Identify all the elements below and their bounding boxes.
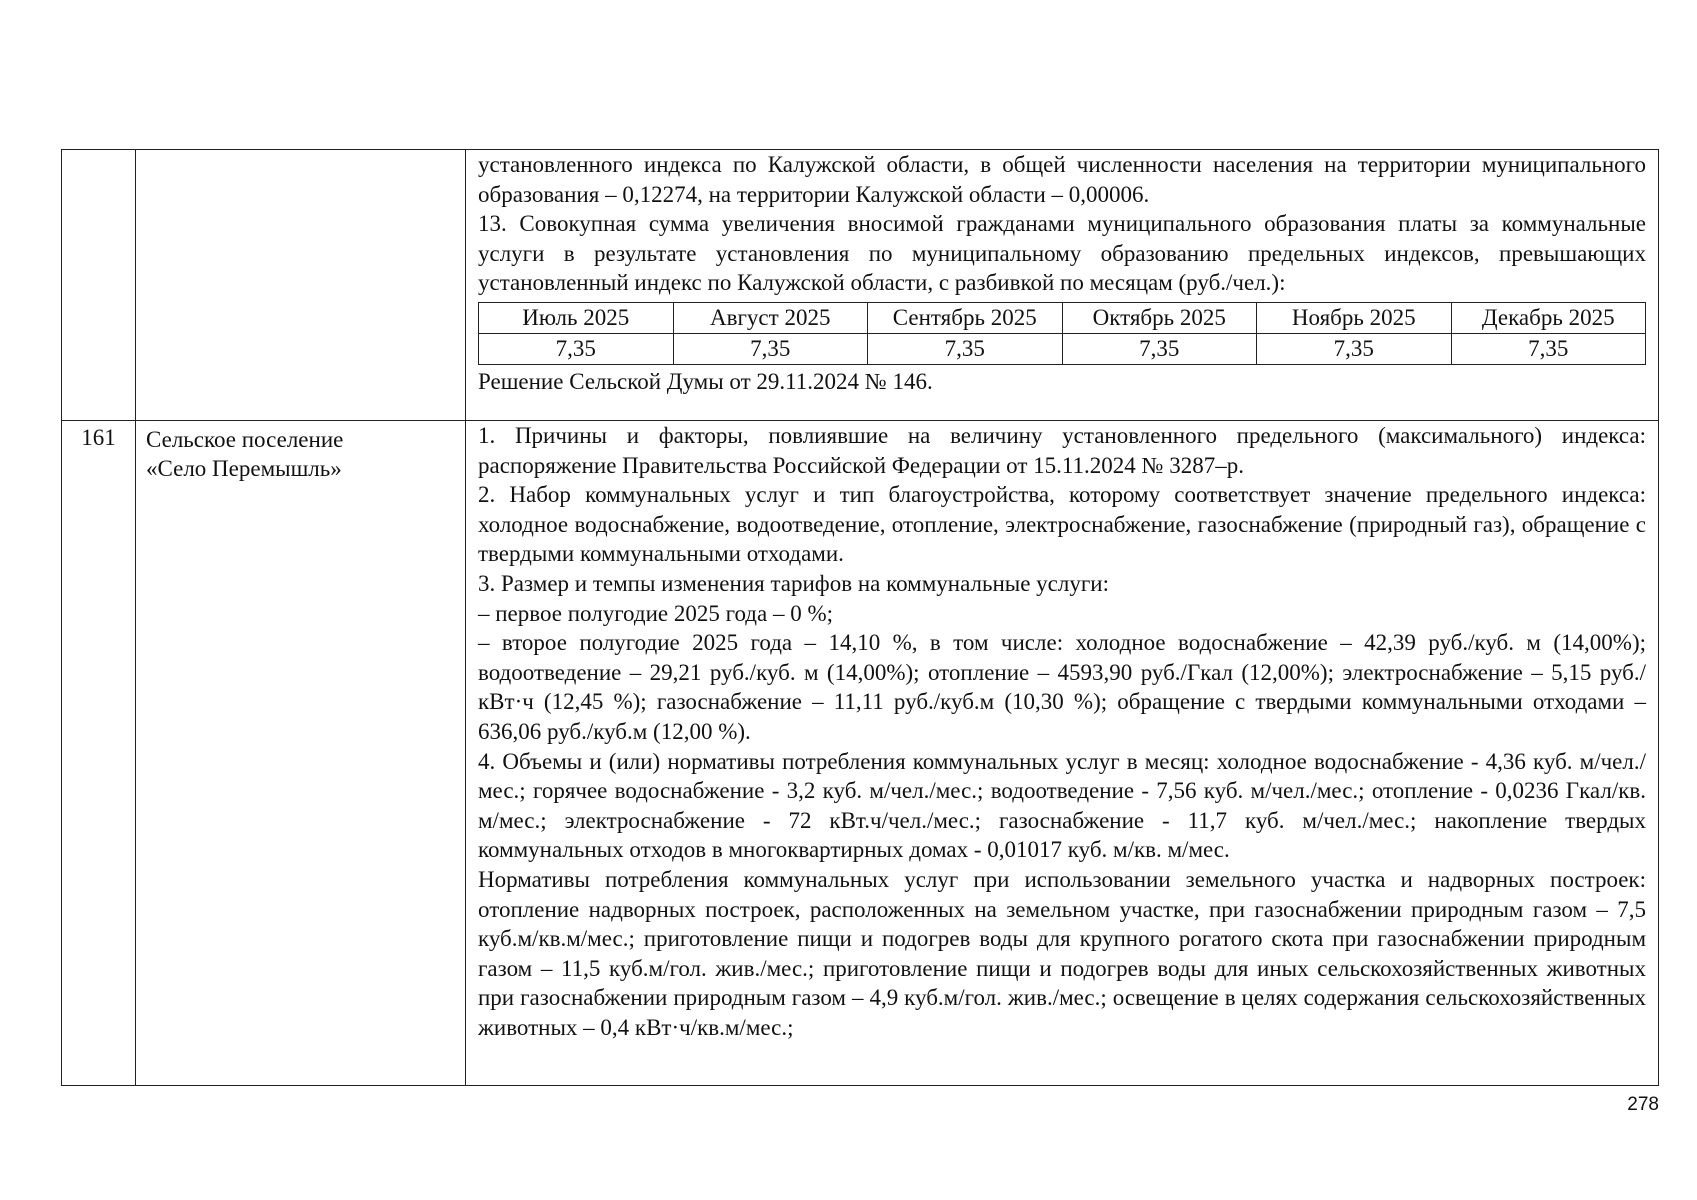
month-header: Октябрь 2025 xyxy=(1062,302,1257,333)
paragraph-2: 2. Набор коммунальных услуг и тип благоустройства, которому соответствует значение предельного индекса: холодное водоснабжение, водоотведение, отопление, электроснабжение, газоснабжение (природный газ), обращение с твердыми коммунальными отходами. xyxy=(478,482,1646,567)
month-value: 7,35 xyxy=(868,333,1063,364)
months-header-row xyxy=(479,302,1646,333)
table-row-161 xyxy=(62,421,1659,1086)
months-values-row xyxy=(479,333,1646,364)
page-number: 278 xyxy=(1627,1094,1659,1115)
decision-reference: Решение Сельской Думы от 29.11.2024 № 146. xyxy=(478,368,933,394)
municipality-name: «Село Перемышль» xyxy=(146,456,342,481)
paragraph-index-share: установленного индекса по Калужской области, в общей численности населения на территории муниципального образования – 0,12274, на территории Калужской области – 0,00006. xyxy=(478,152,1646,207)
month-value: 7,35 xyxy=(673,333,868,364)
month-value: 7,35 xyxy=(1062,333,1257,364)
row-number-cell: 161 xyxy=(62,421,136,1086)
description-cell xyxy=(466,150,1659,421)
paragraph-4: 4. Объемы и (или) нормативы потребления коммунальных услуг в месяц: холодное водоснабжение - 4,36 куб. м/чел./мес.; горячее водоснабжение - 3,2 куб. м/чел./мес.; водоотведение - 7,56 куб. м/чел./мес.; отопление - 0,0236 Гкал/кв. м/мес.; электроснабжение - 72 кВт.ч/чел./мес.; газоснабжение - 11,7 куб. м/чел./мес.; накопление твердых коммунальных отходов в многоквартирных домах - 0,01017 куб. м/кв. м/мес. xyxy=(478,748,1646,863)
month-value: 7,35 xyxy=(1257,333,1452,364)
paragraph-1: 1. Причины и факторы, повлиявшие на величину установленного предельного (максимального) индекса: распоряжение Правительства Российской Федерации от 15.11.2024 № 3287–р. xyxy=(478,423,1646,478)
document-table xyxy=(61,149,1659,1086)
paragraph-3-first-half: – первое полугодие 2025 года – 0 %; xyxy=(478,600,834,626)
table-row-continued xyxy=(62,150,1659,421)
municipality-name-cell xyxy=(136,421,466,1086)
paragraph-13: 13. Совокупная сумма увеличения вносимой гражданами муниципального образования платы за коммунальные услуги в результате установления по муниципальному образованию предельных индексов, превышающих установленный индекс по Калужской области, с разбивкой по месяцам (руб./чел.): xyxy=(478,211,1646,296)
paragraph-land-norms: Нормативы потребления коммунальных услуг при использовании земельного участка и надворных построек: отопление надворных построек, расположенных на земельном участке, при газоснабжении природным газом – 7,5 куб.м/кв.м/мес.; приготовление пищи и подогрев воды для крупного рогатого скота при газоснабжении природным газом – 11,5 куб.м/гол. жив./мес.; приготовление пищи и подогрев воды для иных сельскохозяйственных животных при газоснабжении природным газом – 4,9 куб.м/гол. жив./мес.; освещение в целях содержания сельскохозяйственных животных – 0,4 кВт·ч/кв.м/мес.; xyxy=(478,866,1646,1040)
municipality-type: Сельское поселение xyxy=(146,427,344,452)
month-header: Ноябрь 2025 xyxy=(1257,302,1452,333)
month-value: 7,35 xyxy=(479,333,674,364)
month-header: Июль 2025 xyxy=(479,302,674,333)
month-header: Декабрь 2025 xyxy=(1451,302,1646,333)
month-header: Август 2025 xyxy=(673,302,868,333)
monthly-increase-table xyxy=(478,302,1646,365)
month-value: 7,35 xyxy=(1451,333,1646,364)
paragraph-3-second-half: – второе полугодие 2025 года – 14,10 %, в том числе: холодное водоснабжение – 42,39 руб./куб. м (14,00%); водоотведение – 29,21 руб./куб. м (14,00%); отопление – 4593,90 руб./Гкал (12,00%); электроснабжение – 5,15 руб./кВт·ч (12,45 %); газоснабжение – 11,11 руб./куб.м (10,30 %); обращение с твердыми коммунальными отходами – 636,06 руб./куб.м (12,00 %). xyxy=(478,630,1646,744)
description-cell-161 xyxy=(466,421,1659,1086)
month-header: Сентябрь 2025 xyxy=(868,302,1063,333)
row-number-cell-empty xyxy=(62,150,136,421)
paragraph-3: 3. Размер и темпы изменения тарифов на коммунальные услуги: xyxy=(478,570,1109,596)
municipality-cell-empty xyxy=(136,150,466,421)
